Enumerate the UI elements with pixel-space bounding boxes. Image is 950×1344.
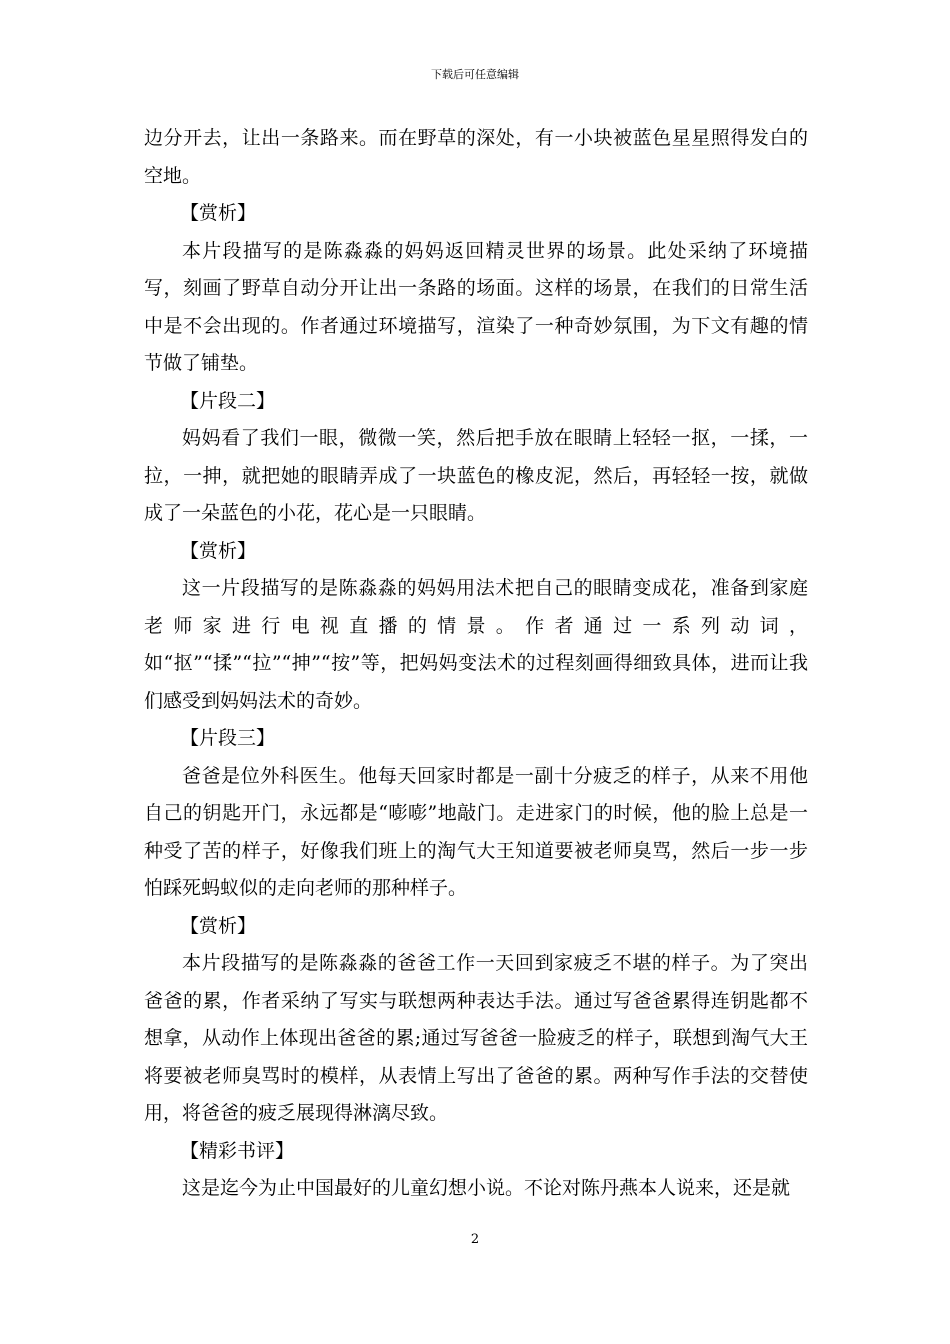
section-heading-excerpt-2: 【片段二】 xyxy=(180,389,276,412)
section-heading-appreciation: 【赏析】 xyxy=(180,914,257,937)
paragraph-excerpt-3: 爸爸是位外科医生。他每天回家时都是一副十分疲乏的样子，从来不用他自己的钥匙开门，永远都是“嘭嘭”地敲门。走进家门的时候，他的脸上总是一种受了苦的样子，好像我们班上的淘气大王知道要被老师臭骂，然后一步一步怕踩死蚂蚁似的走向老师的那种样子。 xyxy=(144,764,808,899)
paragraph-excerpt-2: 妈妈看了我们一眼，微微一笑，然后把手放在眼睛上轻轻一抠，一揉，一拉，一抻，就把她的眼睛弄成了一块蓝色的橡皮泥，然后，再轻轻一按，就做成了一朵蓝色的小花，花心是一只眼睛。 xyxy=(144,427,808,524)
page-header: 下载后可任意编辑 xyxy=(431,68,519,81)
section-heading-book-review: 【精彩书评】 xyxy=(180,1139,295,1162)
section-heading-excerpt-3: 【片段三】 xyxy=(180,727,276,749)
paragraph-appreciation-2: 这一片段描写的是陈淼淼的妈妈用法术把自己的眼睛变成花，准备到家庭老师家进行电视直播的情景。作者通过一系列动词，如“抠”“揉”“拉”“抻”“按”等，把妈妈变法术的过程刻画得细致具体，进而让我们感受到妈妈法术的奇妙。 xyxy=(144,577,808,712)
paragraph-continued: 边分开去，让出一条路来。而在野草的深处，有一小块被蓝色星星照得发白的空地。 xyxy=(144,127,808,187)
section-heading-appreciation: 【赏析】 xyxy=(180,202,257,224)
page-number: 2 xyxy=(470,1232,480,1247)
paragraph-appreciation-3: 本片段描写的是陈淼淼的爸爸工作一天回到家疲乏不堪的样子。为了突出爸爸的累，作者采纳了写实与联想两种表达手法。通过写爸爸累得连钥匙都不想拿，从动作上体现出爸爸的累;通过写爸爸一脸疲乏的样子，联想到淘气大王将要被老师臭骂时的模样，从表情上写出了爸爸的累。两种写作手法的交替使用，将爸爸的疲乏展现得淋漓尽致。 xyxy=(144,952,808,1124)
paragraph-appreciation-1: 本片段描写的是陈淼淼的妈妈返回精灵世界的场景。此处采纳了环境描写，刻画了野草自动分开让出一条路的场面。这样的场景，在我们的日常生活中是不会出现的。作者通过环境描写，渲染了一种奇妙氛围，为下文有趣的情节做了铺垫。 xyxy=(144,239,808,374)
document-body xyxy=(144,120,808,1208)
paragraph-book-review: 这是迄今为止中国最好的儿童幻想小说。不论对陈丹燕本人说来，还是就 xyxy=(182,1177,791,1199)
section-heading-appreciation: 【赏析】 xyxy=(180,539,257,562)
